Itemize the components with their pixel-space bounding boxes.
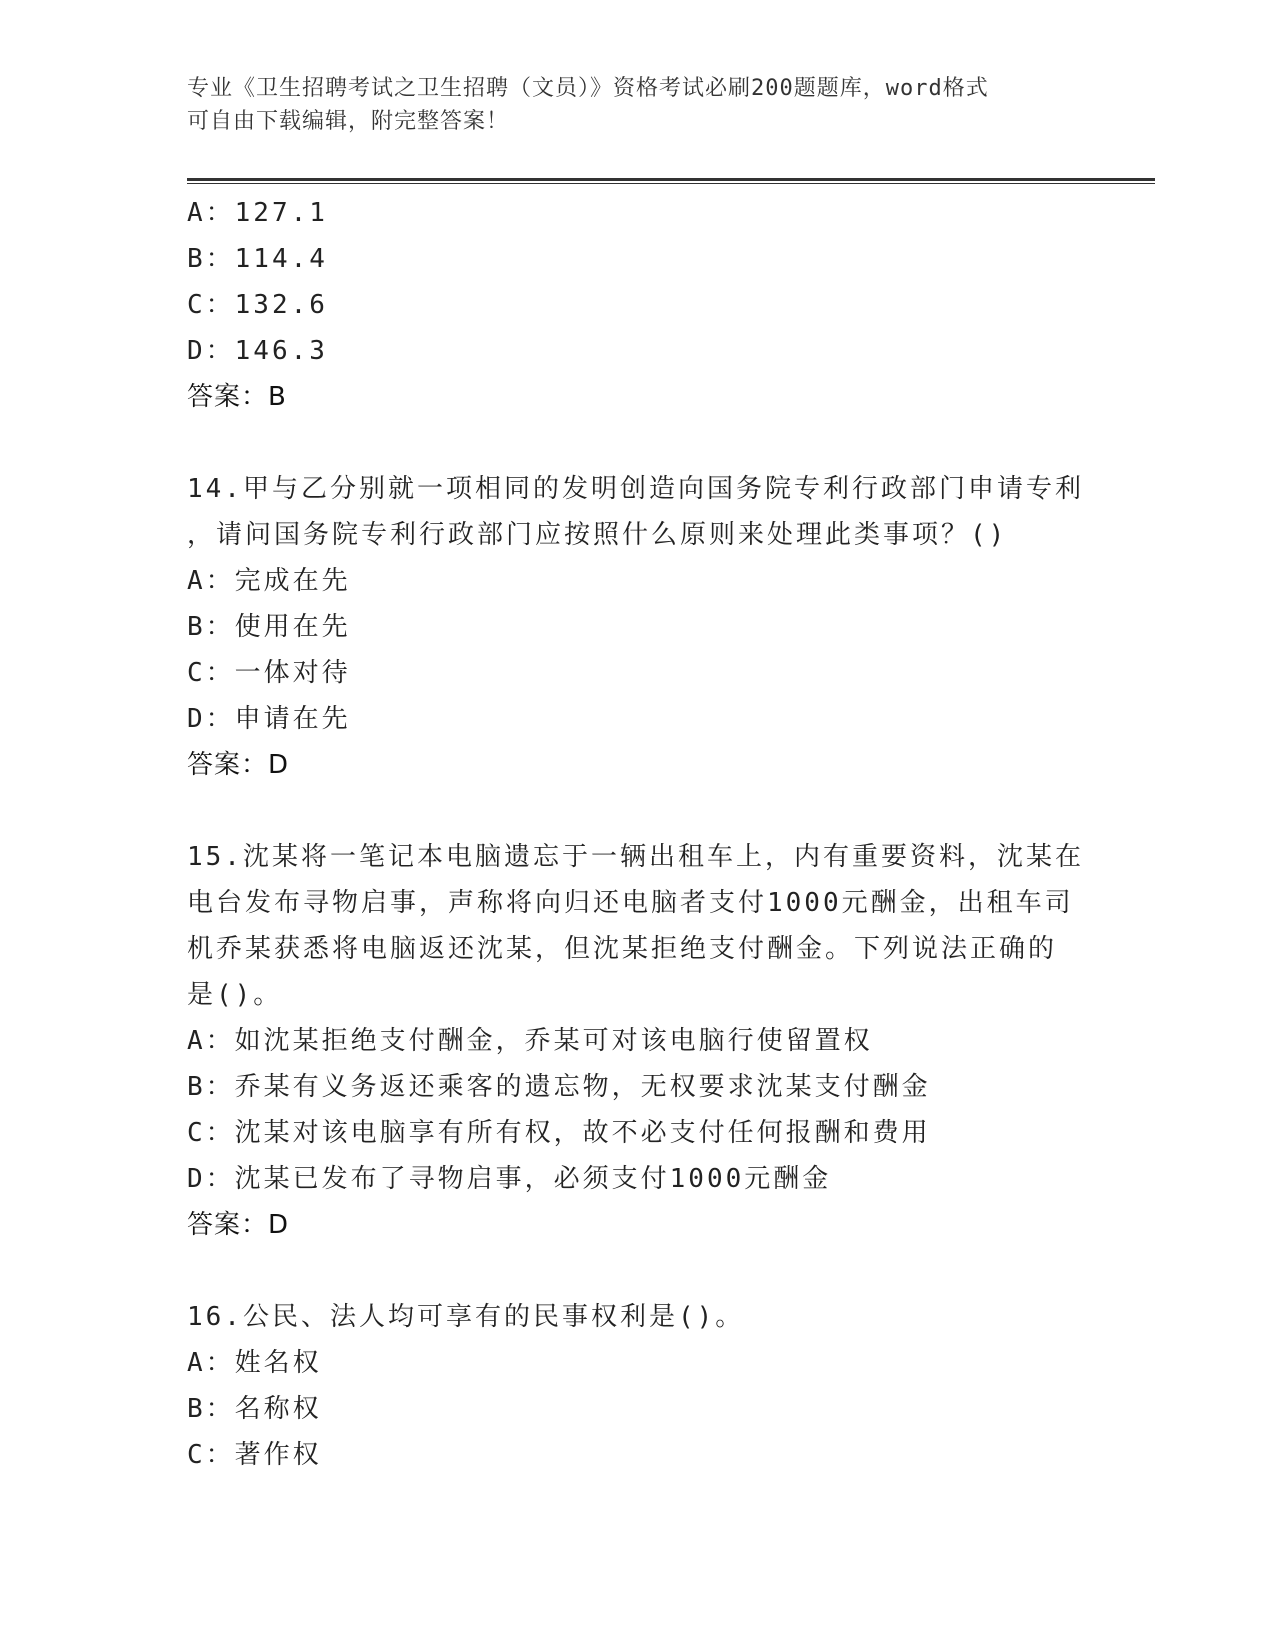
- option-a: A：完成在先: [187, 566, 351, 596]
- spacer: [187, 420, 1087, 466]
- option-a: A：姓名权: [187, 1348, 322, 1378]
- option-d: D：申请在先: [187, 704, 351, 734]
- question-text-line: ，请问国务院专利行政部门应按照什么原则来处理此类事项？(): [187, 520, 1008, 550]
- spacer: [187, 1248, 1087, 1294]
- question-15: [187, 834, 1087, 1248]
- option-b: B：名称权: [187, 1394, 322, 1424]
- header-line-1: 专业《卫生招聘考试之卫生招聘（文员）》资格考试必刷200题题库，word格式: [187, 76, 989, 101]
- option-a: A：127.1: [187, 198, 328, 228]
- option-c: C：沈某对该电脑享有所有权，故不必支付任何报酬和费用: [187, 1118, 931, 1148]
- question-text-line: 机乔某获悉将电脑返还沈某，但沈某拒绝支付酬金。下列说法正确的: [187, 934, 1058, 964]
- question-text-line: 是()。: [187, 980, 283, 1010]
- option-d: D：沈某已发布了寻物启事，必须支付1000元酬金: [187, 1164, 832, 1194]
- question-text-line: 14.甲与乙分别就一项相同的发明创造向国务院专利行政部门申请专利: [187, 474, 1084, 504]
- option-c: C：著作权: [187, 1440, 322, 1470]
- question-16: [187, 1294, 1087, 1478]
- question-14: [187, 466, 1087, 788]
- option-b: B：114.4: [187, 244, 328, 274]
- spacer: [187, 788, 1087, 834]
- question-text-line: 15.沈某将一笔记本电脑遗忘于一辆出租车上，内有重要资料，沈某在: [187, 842, 1084, 872]
- header-divider-thick: [187, 178, 1155, 181]
- document-header: [187, 72, 1087, 138]
- question-text-line: 电台发布寻物启事，声称将向归还电脑者支付1000元酬金，出租车司: [187, 888, 1074, 918]
- answer-line: 答案：B: [187, 382, 287, 412]
- option-a: A：如沈某拒绝支付酬金，乔某可对该电脑行使留置权: [187, 1026, 873, 1056]
- option-c: C：一体对待: [187, 658, 351, 688]
- answer-line: 答案：D: [187, 750, 290, 780]
- document-content: [187, 190, 1087, 1478]
- option-b: B：使用在先: [187, 612, 351, 642]
- header-divider-thin: [187, 183, 1155, 184]
- option-b: B：乔某有义务返还乘客的遗忘物，无权要求沈某支付酬金: [187, 1072, 931, 1102]
- header-line-2: 可自由下载编辑，附完整答案！: [187, 109, 510, 134]
- question-13-continued: [187, 190, 1087, 420]
- option-c: C：132.6: [187, 290, 328, 320]
- answer-line: 答案：D: [187, 1210, 290, 1240]
- question-text-line: 16.公民、法人均可享有的民事权利是()。: [187, 1302, 745, 1332]
- option-d: D：146.3: [187, 336, 328, 366]
